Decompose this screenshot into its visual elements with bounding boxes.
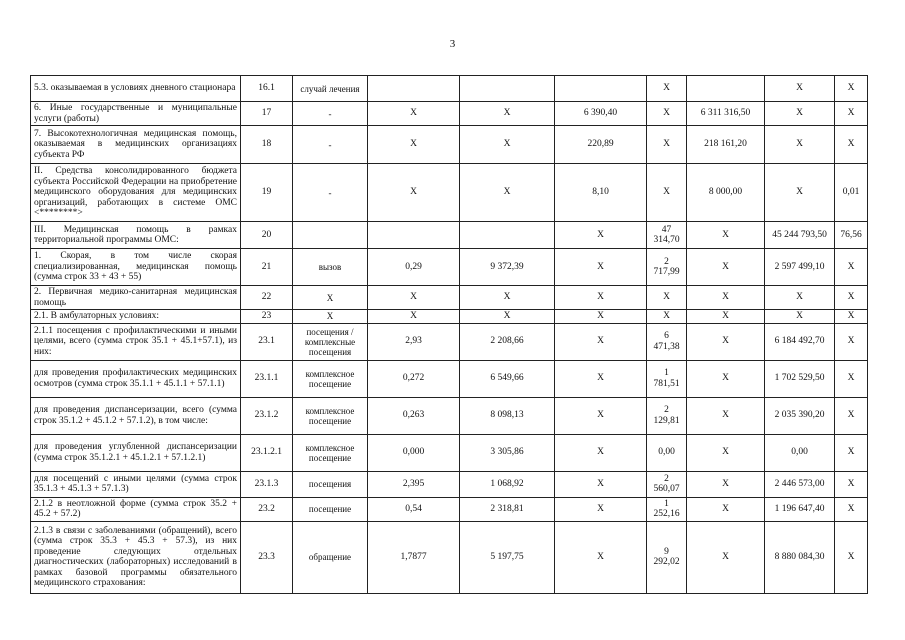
cell-unit: комплексное посещение [293,397,368,434]
cell-total-budget: X [687,286,765,310]
table-row [31,323,868,360]
cell-per-capita-oms: 6 471,38 [647,323,687,360]
cell-norm-volume: X [368,126,460,164]
cell-total-budget: X [687,310,765,324]
cell-unit: - [293,126,368,164]
cell-unit: X [293,286,368,310]
cell-total-oms: 1 196 647,40 [765,497,835,521]
cell-code: 23 [241,310,293,324]
cell-per-capita-budget: X [555,497,647,521]
cell-unit: посещения [293,471,368,497]
cell-norm-volume: 0,263 [368,397,460,434]
cell-unit: комплексное посещение [293,360,368,397]
table-row [31,222,868,249]
cell-total-oms: 45 244 793,50 [765,222,835,249]
cell-unit: комплексное посещение [293,434,368,471]
cell-name: 2.1.2 в неотложной форме (сумма строк 35.2 + 45.2 + 57.2) [31,497,241,521]
cell-norm-cost: 3 305,86 [460,434,555,471]
cell-percent: X [835,76,868,102]
cell-total-oms: 8 880 084,30 [765,521,835,593]
cell-name: 5.3. оказываемая в условиях дневного стационара [31,76,241,102]
cell-unit: X [293,310,368,324]
cell-norm-cost: 8 098,13 [460,397,555,434]
cell-percent: X [835,323,868,360]
cell-percent: 76,56 [835,222,868,249]
cell-norm-cost: 2 318,81 [460,497,555,521]
cell-total-oms: 2 446 573,00 [765,471,835,497]
cell-name: для посещений с иными целями (сумма строк 35.1.3 + 45.1.3 + 57.1.3) [31,471,241,497]
cell-total-budget: X [687,323,765,360]
cell-percent: X [835,521,868,593]
cell-per-capita-oms: 0,00 [647,434,687,471]
cell-norm-cost: X [460,310,555,324]
cell-name: 1. Скорая, в том числе скорая специализированная, медицинская помощь (сумма строк 33 + 43 + 55) [31,249,241,286]
cell-norm-volume [368,222,460,249]
cell-code: 23.2 [241,497,293,521]
cell-code: 21 [241,249,293,286]
table-row [31,286,868,310]
table-row [31,76,868,102]
cell-name: III. Медицинская помощь в рамках территориальной программы ОМС: [31,222,241,249]
cell-name: 2.1.1 посещения с профилактическими и иными целями, всего (сумма строк 35.1 + 45.1+57.1), из них: [31,323,241,360]
cell-norm-volume: 0,000 [368,434,460,471]
cell-total-oms: X [765,102,835,126]
table-row [31,521,868,593]
cell-per-capita-budget: X [555,222,647,249]
cell-total-budget: X [687,249,765,286]
cell-total-oms: 6 184 492,70 [765,323,835,360]
table-row [31,126,868,164]
cell-total-oms: X [765,286,835,310]
cell-norm-volume: X [368,286,460,310]
cell-norm-cost: 1 068,92 [460,471,555,497]
cell-norm-volume: 2,395 [368,471,460,497]
cell-name: для проведения углубленной диспансеризации (сумма строк 35.1.2.1 + 45.1.2.1 + 57.1.2.1) [31,434,241,471]
table-body [31,76,868,594]
cell-code: 23.1.2.1 [241,434,293,471]
cell-name: II. Средства консолидированного бюджета субъекта Российской Федерации на приобретение медицинского оборудования для медицинских организаций, работающих в системе ОМС <********> [31,164,241,222]
cell-name: 2.1. В амбулаторных условиях: [31,310,241,324]
cell-code: 17 [241,102,293,126]
cell-percent: X [835,249,868,286]
cell-code: 20 [241,222,293,249]
cell-per-capita-oms: 9 292,02 [647,521,687,593]
cell-total-oms: X [765,126,835,164]
cell-per-capita-budget: X [555,471,647,497]
cell-norm-cost: X [460,164,555,222]
cell-total-budget: X [687,434,765,471]
cell-percent: X [835,434,868,471]
cell-per-capita-oms: 2 560,07 [647,471,687,497]
cell-total-oms: X [765,76,835,102]
table-row [31,434,868,471]
table-row [31,102,868,126]
cell-percent: X [835,102,868,126]
cell-percent: X [835,310,868,324]
cell-code: 23.1.3 [241,471,293,497]
cell-per-capita-budget: X [555,310,647,324]
cell-total-budget: X [687,471,765,497]
cell-code: 23.3 [241,521,293,593]
cell-norm-volume [368,76,460,102]
cell-norm-cost: X [460,286,555,310]
table-row [31,164,868,222]
cell-per-capita-oms: 2 717,99 [647,249,687,286]
cell-per-capita-budget [555,76,647,102]
cell-per-capita-oms: 2 129,81 [647,397,687,434]
cell-total-oms: X [765,164,835,222]
cell-percent: X [835,360,868,397]
cell-norm-volume: 0,54 [368,497,460,521]
cell-unit: посещения / комплексные посещения [293,323,368,360]
cell-total-budget: X [687,222,765,249]
cell-total-oms: 1 702 529,50 [765,360,835,397]
cell-norm-volume: X [368,102,460,126]
cell-percent: X [835,471,868,497]
table-row [31,360,868,397]
cell-total-oms: 2 597 499,10 [765,249,835,286]
cell-norm-cost: 6 549,66 [460,360,555,397]
cell-percent: X [835,497,868,521]
table-row [31,310,868,324]
cell-name: для проведения профилактических медицинских осмотров (сумма строк 35.1.1 + 45.1.1 + 57.1.1) [31,360,241,397]
cell-per-capita-oms: 1 252,16 [647,497,687,521]
cell-code: 23.1 [241,323,293,360]
cell-total-budget [687,76,765,102]
table-row [31,249,868,286]
cell-unit: вызов [293,249,368,286]
cell-total-oms: 0,00 [765,434,835,471]
cell-norm-cost: X [460,126,555,164]
cell-total-budget: 218 161,20 [687,126,765,164]
cell-norm-cost [460,222,555,249]
cell-name: 2. Первичная медико-санитарная медицинская помощь [31,286,241,310]
cell-norm-volume: 1,7877 [368,521,460,593]
cell-norm-volume: 2,93 [368,323,460,360]
cell-norm-volume: X [368,310,460,324]
cell-unit: посещение [293,497,368,521]
table-row [31,471,868,497]
table-row [31,497,868,521]
cell-unit: случай лечения [293,76,368,102]
cell-per-capita-budget: X [555,397,647,434]
cell-per-capita-budget: 220,89 [555,126,647,164]
cell-code: 19 [241,164,293,222]
cell-per-capita-budget: X [555,323,647,360]
cell-name: 6. Иные государственные и муниципальные услуги (работы) [31,102,241,126]
cell-norm-cost [460,76,555,102]
cell-unit: обращение [293,521,368,593]
cell-unit: - [293,164,368,222]
cell-norm-cost: 2 208,66 [460,323,555,360]
cell-per-capita-oms: X [647,102,687,126]
cell-unit: - [293,102,368,126]
cell-per-capita-budget: X [555,360,647,397]
cell-code: 16.1 [241,76,293,102]
cell-total-budget: X [687,360,765,397]
cell-name: 7. Высокотехнологичная медицинская помощь, оказываемая в медицинских организациях субъекта РФ [31,126,241,164]
cell-code: 23.1.2 [241,397,293,434]
cell-per-capita-budget: X [555,434,647,471]
cell-total-budget: 6 311 316,50 [687,102,765,126]
cell-unit [293,222,368,249]
cell-per-capita-budget: X [555,286,647,310]
cell-total-budget: X [687,397,765,434]
cell-per-capita-oms: X [647,164,687,222]
cell-percent: X [835,397,868,434]
cell-norm-volume: X [368,164,460,222]
cell-total-oms: X [765,310,835,324]
cell-name: для проведения диспансеризации, всего (сумма строк 35.1.2 + 45.1.2 + 57.1.2), в том числе: [31,397,241,434]
cell-norm-cost: X [460,102,555,126]
page-number: 3 [449,38,456,50]
cell-per-capita-budget: X [555,521,647,593]
cell-per-capita-oms: X [647,286,687,310]
cell-code: 18 [241,126,293,164]
cell-per-capita-budget: X [555,249,647,286]
cell-code: 22 [241,286,293,310]
cell-per-capita-oms: 1 781,51 [647,360,687,397]
cell-norm-cost: 9 372,39 [460,249,555,286]
cell-per-capita-oms: 47 314,70 [647,222,687,249]
cell-norm-volume: 0,272 [368,360,460,397]
cell-norm-volume: 0,29 [368,249,460,286]
cell-per-capita-oms: X [647,126,687,164]
cell-percent: X [835,126,868,164]
cell-total-budget: 8 000,00 [687,164,765,222]
cell-per-capita-budget: 6 390,40 [555,102,647,126]
cell-code: 23.1.1 [241,360,293,397]
cell-percent: X [835,286,868,310]
cell-per-capita-oms: X [647,76,687,102]
cell-norm-cost: 5 197,75 [460,521,555,593]
cell-total-budget: X [687,521,765,593]
cell-per-capita-oms: X [647,310,687,324]
cell-total-budget: X [687,497,765,521]
cell-percent: 0,01 [835,164,868,222]
cell-per-capita-budget: 8,10 [555,164,647,222]
program-cost-table [30,75,868,594]
cell-total-oms: 2 035 390,20 [765,397,835,434]
cell-name: 2.1.3 в связи с заболеваниями (обращений), всего (сумма строк 35.3 + 45.3 + 57.3), из них проведение следующих отдельных диагностических (лабораторных) исследований в рамках базовой программы обязательного медицинского страхования: [31,521,241,593]
table-row [31,397,868,434]
